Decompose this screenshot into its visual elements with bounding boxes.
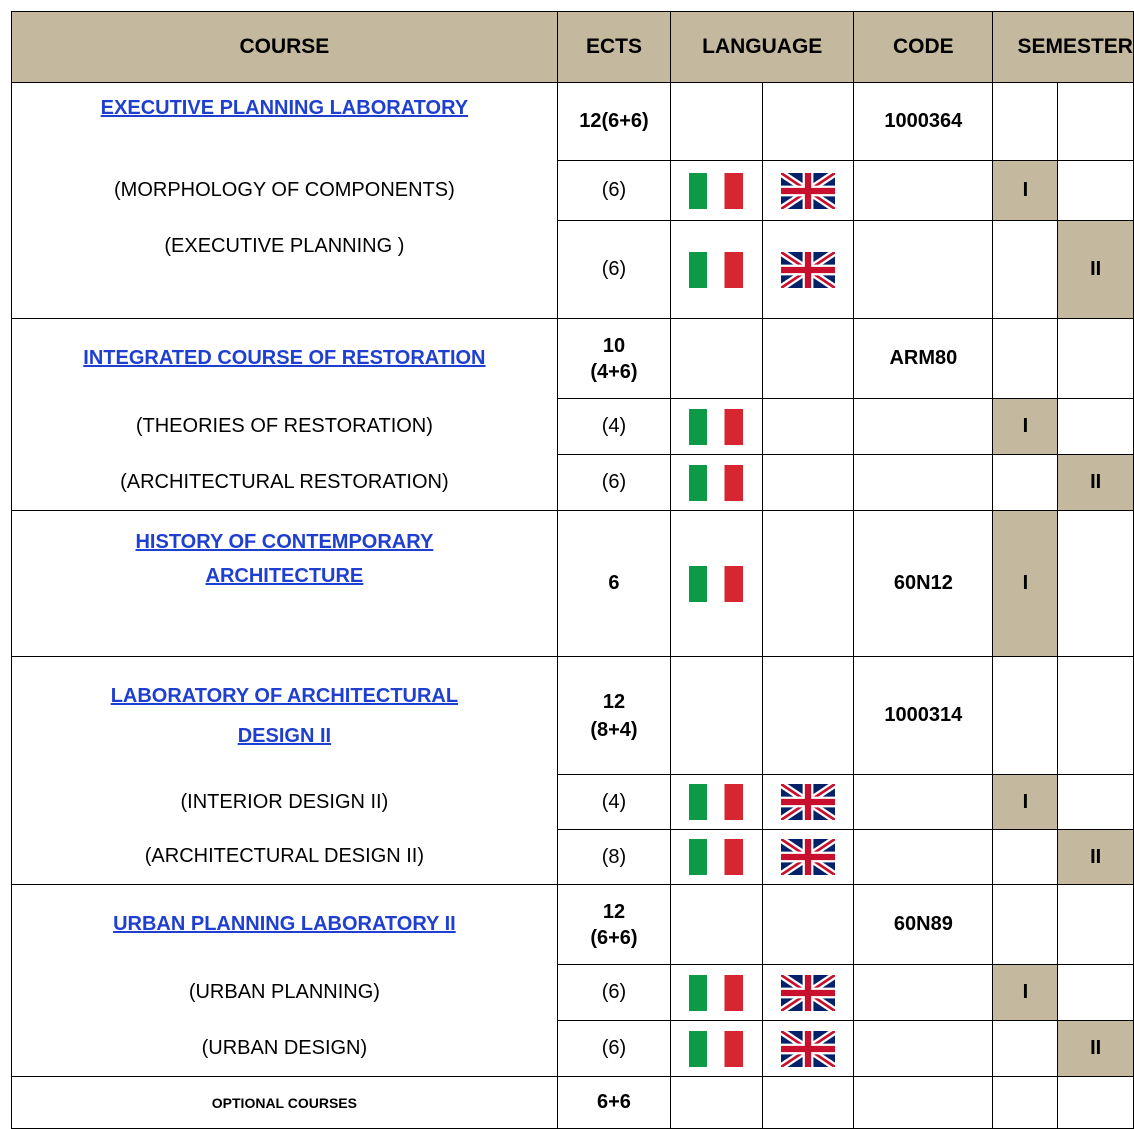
module-row — [12, 455, 1134, 511]
course-link-restoration[interactable]: INTEGRATED COURSE OF RESTORATION — [83, 347, 486, 370]
course-row — [12, 511, 1134, 657]
module-ects: (4) — [557, 775, 670, 830]
flag-uk-icon — [781, 784, 835, 820]
semester-i-cell — [993, 1021, 1058, 1077]
module-title: (MORPHOLOGY OF COMPONENTS) — [12, 161, 558, 221]
semester-i-cell — [993, 319, 1058, 399]
module-title: (INTERIOR DESIGN II) — [12, 775, 558, 830]
courses-table — [11, 11, 1134, 1129]
flag-italy-icon — [689, 839, 743, 875]
lang-cell-en — [762, 319, 854, 399]
flag-uk-icon — [781, 839, 835, 875]
course-link-arch-design-line1[interactable]: LABORATORY OF ARCHITECTURAL — [110, 684, 459, 707]
module-row — [12, 161, 1134, 221]
flag-italy-icon — [689, 465, 743, 501]
course-ects — [557, 657, 670, 775]
header-semester: SEMESTER — [993, 12, 1134, 83]
lang-cell-it — [671, 1021, 763, 1077]
semester-ii-cell — [1058, 399, 1134, 455]
semester-ii-cell — [1058, 83, 1134, 161]
module-code — [854, 161, 993, 221]
module-ects: (4) — [557, 399, 670, 455]
module-row — [12, 221, 1134, 319]
semester-i-cell: I — [993, 775, 1058, 830]
lang-cell-it — [671, 83, 763, 161]
module-title: (EXECUTIVE PLANNING ) — [12, 221, 558, 319]
course-code: 60N89 — [854, 885, 993, 965]
semester-ii-cell: II — [1058, 830, 1134, 885]
module-ects: (6) — [557, 1021, 670, 1077]
course-link-urban-planning[interactable]: URBAN PLANNING LABORATORY II — [113, 913, 456, 936]
lang-cell-it — [671, 657, 763, 775]
module-code — [854, 221, 993, 319]
course-ects: 6 — [557, 511, 670, 657]
course-title-cell — [12, 657, 558, 775]
course-link-executive-planning[interactable]: EXECUTIVE PLANNING LABORATORY — [100, 97, 469, 119]
ects-line1: 10 — [602, 334, 626, 357]
semester-i-cell — [993, 830, 1058, 885]
lang-cell-it — [671, 161, 763, 221]
lang-cell-it — [671, 319, 763, 399]
module-row — [12, 775, 1134, 830]
flag-uk-icon — [781, 252, 835, 288]
semester-ii-cell — [1058, 775, 1134, 830]
semester-ii-cell: II — [1058, 1021, 1134, 1077]
lang-cell-it — [671, 830, 763, 885]
optional-ects: 6+6 — [557, 1077, 670, 1129]
module-code — [854, 399, 993, 455]
course-ects — [557, 885, 670, 965]
course-code: 60N12 — [854, 511, 993, 657]
optional-title: OPTIONAL COURSES — [12, 1077, 558, 1129]
module-title: (URBAN DESIGN) — [12, 1021, 558, 1077]
module-row — [12, 1021, 1134, 1077]
lang-cell-it — [671, 1077, 763, 1129]
semester-i-cell: I — [993, 399, 1058, 455]
ects-line2: (4+6) — [590, 360, 638, 383]
module-code — [854, 775, 993, 830]
lang-cell-it — [671, 221, 763, 319]
course-ects: 12(6+6) — [557, 83, 670, 161]
module-row — [12, 965, 1134, 1021]
module-row — [12, 830, 1134, 885]
flag-italy-icon — [689, 566, 743, 602]
semester-i-cell: I — [993, 161, 1058, 221]
flag-italy-icon — [689, 252, 743, 288]
ects-line1: 12 — [602, 690, 626, 713]
lang-cell-en — [762, 83, 854, 161]
lang-cell-en — [762, 1077, 854, 1129]
header-language: LANGUAGE — [671, 12, 854, 83]
ects-line2: (6+6) — [590, 926, 638, 949]
semester-ii-cell — [1058, 965, 1134, 1021]
semester-ii-cell — [1058, 885, 1134, 965]
lang-cell-en — [762, 885, 854, 965]
module-title: (URBAN PLANNING) — [12, 965, 558, 1021]
semester-i-cell — [993, 1077, 1058, 1129]
module-code — [854, 1021, 993, 1077]
course-title-cell — [12, 885, 558, 965]
course-row — [12, 319, 1134, 399]
lang-cell-en — [762, 775, 854, 830]
course-code: ARM80 — [854, 319, 993, 399]
semester-i-cell — [993, 455, 1058, 511]
course-row — [12, 83, 1134, 161]
lang-cell-it — [671, 455, 763, 511]
flag-italy-icon — [689, 975, 743, 1011]
course-link-history-line1[interactable]: HISTORY OF CONTEMPORARY — [135, 531, 434, 553]
course-ects — [557, 319, 670, 399]
lang-cell-en — [762, 511, 854, 657]
lang-cell-it — [671, 511, 763, 657]
lang-cell-it — [671, 775, 763, 830]
lang-cell-en — [762, 455, 854, 511]
lang-cell-en — [762, 830, 854, 885]
lang-cell-en — [762, 1021, 854, 1077]
ects-line1: 12 — [602, 900, 626, 923]
semester-ii-cell — [1058, 319, 1134, 399]
semester-i-cell — [993, 83, 1058, 161]
semester-i-cell — [993, 657, 1058, 775]
course-row — [12, 885, 1134, 965]
semester-ii-cell — [1058, 511, 1134, 657]
course-link-arch-design-line2[interactable]: DESIGN II — [237, 724, 332, 747]
flag-uk-icon — [781, 975, 835, 1011]
header-ects: ECTS — [557, 12, 670, 83]
module-ects: (8) — [557, 830, 670, 885]
course-link-history-line2[interactable]: ARCHITECTURE — [205, 565, 364, 587]
header-course: COURSE — [12, 12, 558, 83]
course-code: 1000364 — [854, 83, 993, 161]
module-ects: (6) — [557, 965, 670, 1021]
course-title-cell — [12, 511, 558, 657]
optional-row — [12, 1077, 1134, 1129]
semester-ii-cell: II — [1058, 221, 1134, 319]
ects-line2: (8+4) — [590, 718, 638, 741]
lang-cell-en — [762, 965, 854, 1021]
flag-italy-icon — [689, 409, 743, 445]
semester-i-cell: I — [993, 965, 1058, 1021]
module-ects: (6) — [557, 161, 670, 221]
lang-cell-it — [671, 399, 763, 455]
semester-ii-cell — [1058, 657, 1134, 775]
lang-cell-en — [762, 657, 854, 775]
course-row — [12, 657, 1134, 775]
semester-i-cell — [993, 885, 1058, 965]
module-code — [854, 965, 993, 1021]
flag-uk-icon — [781, 1031, 835, 1067]
course-code: 1000314 — [854, 657, 993, 775]
semester-ii-cell — [1058, 161, 1134, 221]
flag-italy-icon — [689, 784, 743, 820]
semester-i-cell: I — [993, 511, 1058, 657]
lang-cell-en — [762, 399, 854, 455]
module-ects: (6) — [557, 455, 670, 511]
module-code — [854, 830, 993, 885]
flag-uk-icon — [781, 173, 835, 209]
flag-italy-icon — [689, 1031, 743, 1067]
module-ects: (6) — [557, 221, 670, 319]
header-code: CODE — [854, 12, 993, 83]
flag-italy-icon — [689, 173, 743, 209]
lang-cell-en — [762, 221, 854, 319]
header-row — [12, 12, 1134, 83]
course-title-cell — [12, 83, 558, 161]
optional-code — [854, 1077, 993, 1129]
semester-ii-cell: II — [1058, 455, 1134, 511]
module-title: (ARCHITECTURAL DESIGN II) — [12, 830, 558, 885]
lang-cell-it — [671, 885, 763, 965]
module-title: (ARCHITECTURAL RESTORATION) — [12, 455, 558, 511]
semester-i-cell — [993, 221, 1058, 319]
lang-cell-it — [671, 965, 763, 1021]
module-code — [854, 455, 993, 511]
semester-ii-cell — [1058, 1077, 1134, 1129]
module-title: (THEORIES OF RESTORATION) — [12, 399, 558, 455]
lang-cell-en — [762, 161, 854, 221]
course-title-cell — [12, 319, 558, 399]
module-row — [12, 399, 1134, 455]
